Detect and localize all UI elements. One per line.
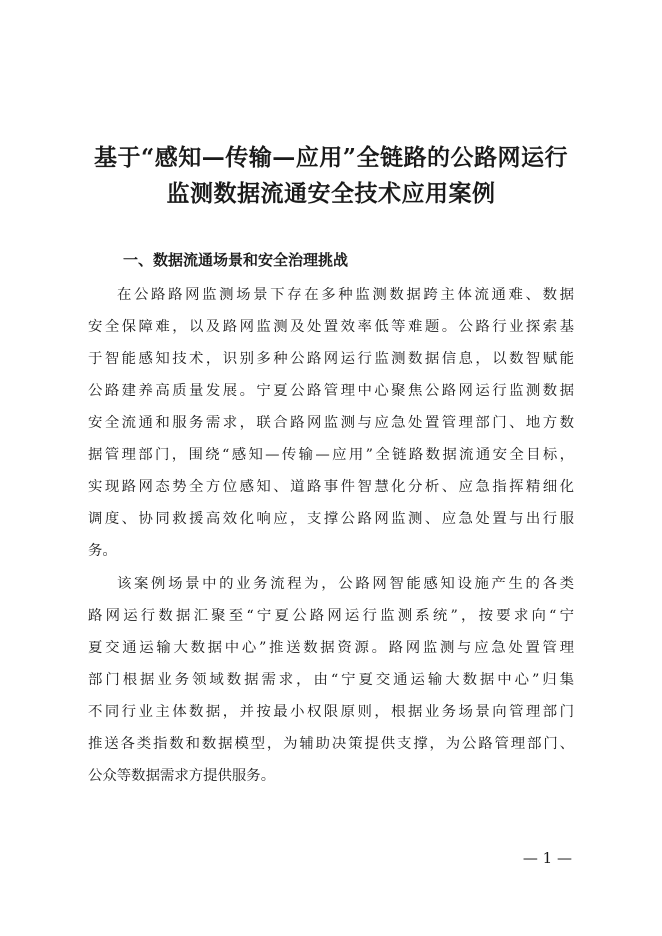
paragraph-line: 部门根据业务领域数据需求，由“宁夏交通运输大数据中心”归集 [88, 672, 574, 688]
paragraph-line: 夏交通运输大数据中心”推送数据资源。路网监测与应急处置管理 [88, 640, 574, 656]
paragraph-line: 实现路网态势全方位感知、道路事件智慧化分析、应急指挥精细化 [88, 479, 574, 495]
paragraph-line: 该案例场景中的业务流程为，公路网智能感知设施产生的各类 [117, 576, 574, 592]
paragraph-2 [88, 568, 574, 792]
title-line-1: 基于“感知—传输—应用”全链路的公路网运行 [94, 144, 568, 171]
title-line-2: 监测数据流通安全技术应用案例 [166, 180, 496, 207]
paragraph-line: 安全保障难，以及路网监测及处置效率低等难题。公路行业探索基 [88, 319, 574, 335]
paragraph-line: 据管理部门，围绕“感知—传输—应用”全链路数据流通安全目标， [88, 447, 574, 463]
paragraph-line: 调度、协同救援高效化响应，支撑公路网监测、应急处置与出行服 [88, 511, 574, 527]
paragraph-line: 在公路路网监测场景下存在多种监测数据跨主体流通难、数据 [117, 287, 574, 303]
paragraph-line: 于智能感知技术，识别多种公路网运行监测数据信息，以数智赋能 [88, 351, 574, 367]
paragraph-line: 公众等数据需求方提供服务。 [88, 768, 276, 784]
paragraph-line: 不同行业主体数据，并按最小权限原则，根据业务场景向管理部门 [88, 704, 574, 720]
paragraph-1 [88, 279, 574, 567]
paragraph-line: 推送各类指数和数据模型，为辅助决策提供支撑，为公路管理部门、 [88, 736, 574, 752]
paragraph-line: 路网运行数据汇聚至“宁夏公路网运行监测系统”，按要求向“宁 [88, 608, 574, 624]
paragraph-line: 务。 [88, 543, 117, 559]
paragraph-line: 安全流通和服务需求，联合路网监测与应急处置管理部门、地方数 [88, 415, 574, 431]
section-heading: 一、数据流通场景和安全治理挑战 [123, 251, 349, 269]
paragraph-line: 公路建养高质量发展。宁夏公路管理中心聚焦公路网运行监测数据 [88, 383, 574, 399]
page-title [60, 140, 602, 212]
page-number: — 1 — [522, 849, 572, 867]
